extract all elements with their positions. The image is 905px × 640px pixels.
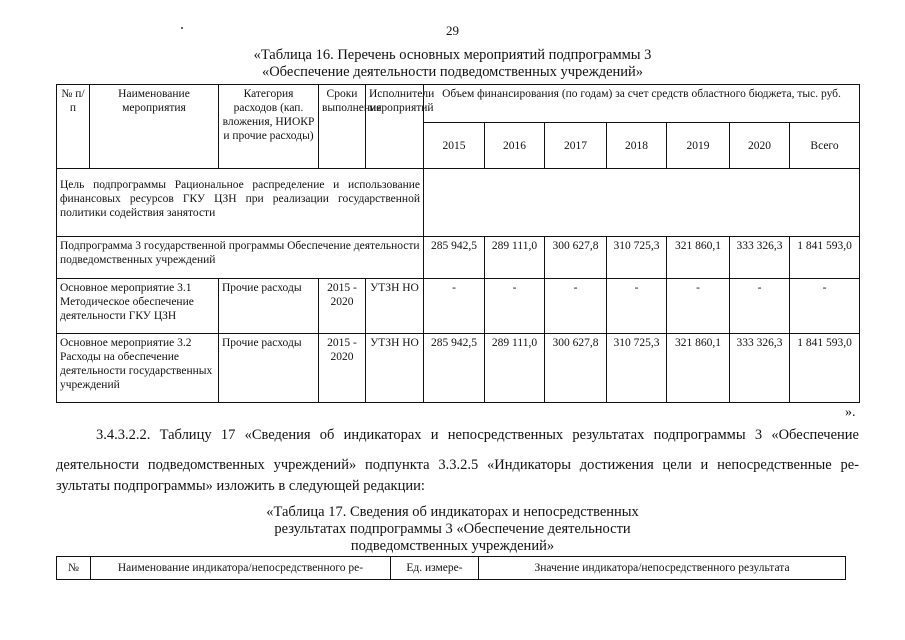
header-year: 2020 — [730, 123, 790, 169]
activity-category: Прочие расходы — [219, 334, 319, 403]
table17-header-name: Наименование индикатора/непосредственного ре- — [91, 557, 391, 580]
subprogram-value: 300 627,8 — [545, 237, 607, 279]
header-num: № п/п — [57, 85, 90, 169]
activity-value: - — [730, 279, 790, 334]
activity-executor: УТЗН НО — [366, 334, 424, 403]
activity-total: 1 841 593,0 — [790, 334, 860, 403]
header-name: Наименование мероприятия — [90, 85, 219, 169]
activity-executor: УТЗН НО — [366, 279, 424, 334]
activity-value: 289 111,0 — [485, 334, 545, 403]
table16 — [56, 84, 860, 403]
table17-header-num: № — [57, 557, 91, 580]
subprogram-value: 289 111,0 — [485, 237, 545, 279]
header-terms: Сроки выполнения — [319, 85, 366, 169]
activity-total: - — [790, 279, 860, 334]
header-year: 2018 — [607, 123, 667, 169]
activity-name: Основное мероприятие 3.1 Методическое обеспечение деятельности ГКУ ЦЗН — [57, 279, 219, 334]
header-year: 2019 — [667, 123, 730, 169]
subprogram-value: 333 326,3 — [730, 237, 790, 279]
header-year: 2016 — [485, 123, 545, 169]
header-funding: Объем финансирования (по годам) за счет средств областного бюджета, тыс. руб. — [424, 85, 860, 123]
table16-title-line1: «Таблица 16. Перечень основных мероприятий подпрограммы 3 — [253, 47, 652, 63]
subprogram-name: Подпрограмма 3 государственной программы Обеспечение деятельности подведомственных учреждений — [57, 237, 424, 279]
header-executors: Исполнители мероприятий — [366, 85, 424, 169]
subprogram-total: 1 841 593,0 — [790, 237, 860, 279]
table17-header-value: Значение индикатора/непосредственного результата — [479, 557, 846, 580]
subprogram-value: 321 860,1 — [667, 237, 730, 279]
activity-value: 333 326,3 — [730, 334, 790, 403]
paragraph-line2: деятельности подведомственных учреждений» подпункта 3.3.2.5 «Индикаторы достижения цели и непосредственные ре- — [56, 457, 859, 473]
page-number: 29 — [446, 23, 459, 38]
goal-empty-cell — [424, 169, 860, 237]
header-year: 2017 — [545, 123, 607, 169]
subprogram-value: 285 942,5 — [424, 237, 485, 279]
activity-terms: 2015 - 2020 — [319, 334, 366, 403]
activity-value: - — [667, 279, 730, 334]
activity-category: Прочие расходы — [219, 279, 319, 334]
activity-value: 310 725,3 — [607, 334, 667, 403]
paragraph-line3: зультаты подпрограммы» изложить в следующей редакции: — [56, 478, 425, 494]
subprogram-value: 310 725,3 — [607, 237, 667, 279]
table16-title-line2: «Обеспечение деятельности подведомственных учреждений» — [261, 64, 644, 80]
goal-cell: Цель подпрограммы Рациональное распределение и использование финансовых ресурсов ГКУ ЦЗН при реализации государственной политики содействия занятости — [57, 169, 424, 237]
table17-title-line2: результатах подпрограммы 3 «Обеспечение деятельности — [274, 521, 631, 537]
table17-title-line1: «Таблица 17. Сведения об индикаторах и непосредственных — [266, 504, 639, 520]
activity-value: 285 942,5 — [424, 334, 485, 403]
activity-value: - — [545, 279, 607, 334]
paragraph-line1: 3.4.3.2.2. Таблицу 17 «Сведения об индикаторах и непосредственных результатах подпрограммы 3 «Обеспечение — [96, 427, 859, 443]
table17-header-unit: Ед. измере- — [391, 557, 479, 580]
activity-value: - — [607, 279, 667, 334]
header-category: Категория расходов (кап. вложения, НИОКР и прочие расходы) — [219, 85, 319, 169]
activity-value: - — [485, 279, 545, 334]
activity-name: Основное мероприятие 3.2 Расходы на обеспечение деятельности государственных учреждений — [57, 334, 219, 403]
activity-value: 300 627,8 — [545, 334, 607, 403]
header-year: 2015 — [424, 123, 485, 169]
activity-value: - — [424, 279, 485, 334]
table17 — [56, 556, 846, 580]
activity-terms: 2015 - 2020 — [319, 279, 366, 334]
table16-closing-quote: ». — [845, 405, 856, 420]
table17-title-line3: подведомственных учреждений» — [350, 538, 555, 554]
activity-value: 321 860,1 — [667, 334, 730, 403]
header-year-total: Всего — [790, 123, 860, 169]
